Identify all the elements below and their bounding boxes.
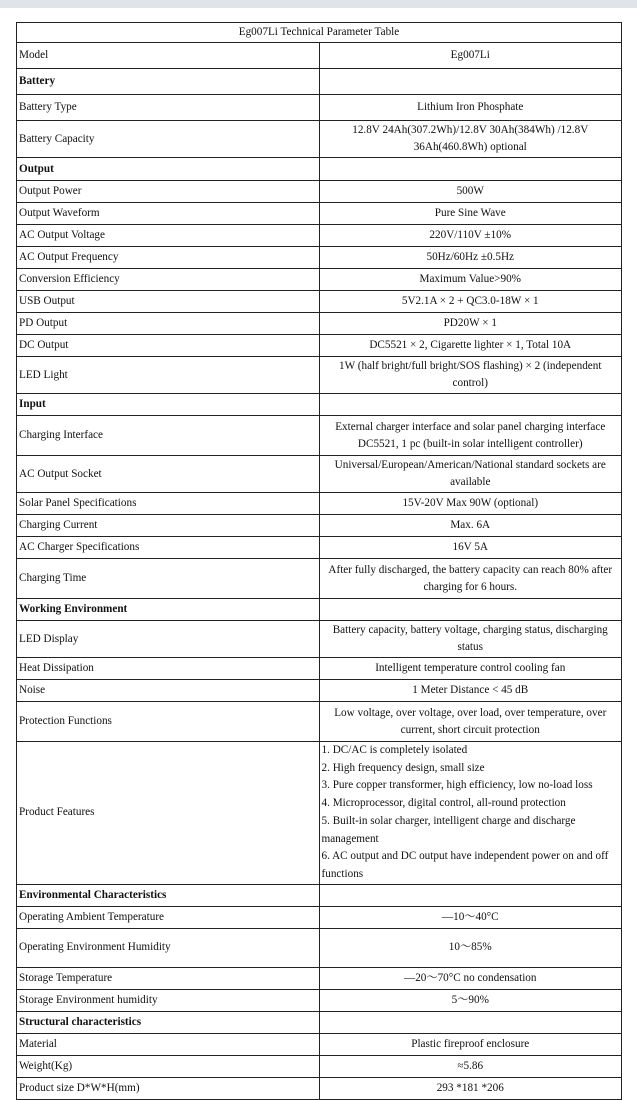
parameter-label: Output Power — [17, 181, 320, 203]
parameter-value: Low voltage, over voltage, over load, over temperature, over current, short circuit protection — [319, 702, 622, 742]
parameter-label: Product Features — [17, 742, 320, 885]
parameter-label: Charging Current — [17, 515, 320, 537]
parameter-label: DC Output — [17, 335, 320, 357]
table-row — [17, 1055, 622, 1077]
section-header-row — [17, 884, 622, 906]
table-row — [17, 928, 622, 967]
parameter-value: Plastic fireproof enclosure — [319, 1033, 622, 1055]
parameter-table — [16, 22, 622, 1100]
parameter-value: Max. 6A — [319, 515, 622, 537]
table-row — [17, 203, 622, 225]
parameter-label: Charging Time — [17, 559, 320, 599]
parameter-value: PD20W × 1 — [319, 313, 622, 335]
section-title: Input — [17, 394, 320, 416]
table-row — [17, 181, 622, 203]
parameter-label: Conversion Efficiency — [17, 269, 320, 291]
parameter-value: DC5521 × 2, Cigarette lighter × 1, Total 10A — [319, 335, 622, 357]
parameter-label: Model — [17, 43, 320, 69]
table-row — [17, 291, 622, 313]
section-header-row — [17, 1011, 622, 1033]
parameter-label: Operating Environment Humidity — [17, 928, 320, 967]
feature-item: 5. Built-in solar charger, intelligent charge and discharge management — [321, 814, 576, 845]
parameter-value: Maximum Value>90% — [319, 269, 622, 291]
parameter-label: Storage Environment humidity — [17, 989, 320, 1011]
feature-item: 4. Microprocessor, digital control, all-round protection — [321, 797, 566, 810]
table-row — [17, 989, 622, 1011]
parameter-label: Weight(Kg) — [17, 1055, 320, 1077]
feature-item: 2. High frequency design, small size — [321, 761, 485, 774]
table-row — [17, 456, 622, 493]
table-row — [17, 537, 622, 559]
table-row — [17, 357, 622, 394]
table-row — [17, 247, 622, 269]
parameter-sheet — [16, 22, 622, 1100]
parameter-value: ≈5.86 — [319, 1055, 622, 1077]
parameter-label: AC Output Voltage — [17, 225, 320, 247]
parameter-value: 1W (half bright/full bright/SOS flashing) × 2 (independent control) — [319, 357, 622, 394]
section-blank-cell — [319, 884, 622, 906]
parameter-label: Heat Dissipation — [17, 658, 320, 680]
parameter-value: Pure Sine Wave — [319, 203, 622, 225]
parameter-label: AC Charger Specifications — [17, 537, 320, 559]
table-row — [17, 269, 622, 291]
section-header-row — [17, 394, 622, 416]
table-row — [17, 621, 622, 658]
table-row — [17, 313, 622, 335]
table-row — [17, 95, 622, 121]
section-blank-cell — [319, 158, 622, 181]
section-header-row — [17, 599, 622, 621]
section-blank-cell — [319, 69, 622, 95]
parameter-value: 5V2.1A × 2 + QC3.0-18W × 1 — [319, 291, 622, 313]
table-row — [17, 906, 622, 928]
parameter-label: Solar Panel Specifications — [17, 493, 320, 515]
table-row — [17, 121, 622, 158]
parameter-value: 10～85% — [319, 928, 622, 967]
section-title: Output — [17, 158, 320, 181]
parameter-label: Output Waveform — [17, 203, 320, 225]
section-title: Structural characteristics — [17, 1011, 320, 1033]
parameter-value: Intelligent temperature control cooling fan — [319, 658, 622, 680]
table-row — [17, 225, 622, 247]
parameter-value: Universal/European/American/National standard sockets are available — [319, 456, 622, 493]
parameter-label: Material — [17, 1033, 320, 1055]
feature-item: 6. AC output and DC output have independent power on and off functions — [321, 850, 609, 880]
parameter-value: Battery capacity, battery voltage, charging status, discharging status — [319, 621, 622, 658]
parameter-label: LED Display — [17, 621, 320, 658]
parameter-value: 12.8V 24Ah(307.2Wh)/12.8V 30Ah(384Wh) /12.8V 36Ah(460.8Wh) optional — [319, 121, 622, 158]
table-title: Eg007Li Technical Parameter Table — [17, 23, 622, 43]
parameter-value: 5～90% — [319, 989, 622, 1011]
table-row — [17, 416, 622, 456]
section-blank-cell — [319, 1011, 622, 1033]
parameter-value: After fully discharged, the battery capacity can reach 80% after charging for 6 hours. — [319, 559, 622, 599]
parameter-label: LED Light — [17, 357, 320, 394]
table-row — [17, 559, 622, 599]
features-row — [17, 742, 622, 885]
table-row — [17, 493, 622, 515]
section-title: Working Environment — [17, 599, 320, 621]
parameter-value: 500W — [319, 181, 622, 203]
table-row — [17, 1077, 622, 1099]
parameter-value: Lithium Iron Phosphate — [319, 95, 622, 121]
parameter-value: —20～70°C no condensation — [319, 967, 622, 989]
table-row — [17, 515, 622, 537]
table-title-row — [17, 23, 622, 43]
parameter-label: AC Output Socket — [17, 456, 320, 493]
table-row — [17, 335, 622, 357]
feature-item: 3. Pure copper transformer, high efficiency, low no-load loss — [321, 779, 593, 792]
parameter-label: Operating Ambient Temperature — [17, 906, 320, 928]
parameter-value: 15V-20V Max 90W (optional) — [319, 493, 622, 515]
parameter-value: External charger interface and solar panel charging interface DC5521, 1 pc (built-in solar intelligent controller) — [319, 416, 622, 456]
parameter-label: Storage Temperature — [17, 967, 320, 989]
section-header-row — [17, 69, 622, 95]
parameter-label: Noise — [17, 680, 320, 702]
table-row — [17, 967, 622, 989]
table-row — [17, 1033, 622, 1055]
parameter-value: 16V 5A — [319, 537, 622, 559]
parameter-value: 1 Meter Distance < 45 dB — [319, 680, 622, 702]
parameter-value: 50Hz/60Hz ±0.5Hz — [319, 247, 622, 269]
parameter-label: PD Output — [17, 313, 320, 335]
table-row — [17, 43, 622, 69]
section-blank-cell — [319, 599, 622, 621]
parameter-label: Protection Functions — [17, 702, 320, 742]
parameter-value: 220V/110V ±10% — [319, 225, 622, 247]
parameter-label: Charging Interface — [17, 416, 320, 456]
parameter-label: AC Output Frequency — [17, 247, 320, 269]
top-border-strip — [0, 0, 637, 8]
parameter-label: Battery Type — [17, 95, 320, 121]
table-row — [17, 702, 622, 742]
features-list — [319, 742, 622, 885]
feature-item: 1. DC/AC is completely isolated — [321, 744, 468, 756]
parameter-value: Eg007Li — [319, 43, 622, 69]
parameter-label: Product size D*W*H(mm) — [17, 1077, 320, 1099]
section-header-row — [17, 158, 622, 181]
table-row — [17, 680, 622, 702]
parameter-label: USB Output — [17, 291, 320, 313]
parameter-value: —10～40°C — [319, 906, 622, 928]
section-blank-cell — [319, 394, 622, 416]
section-title: Environmental Characteristics — [17, 884, 320, 906]
parameter-value: 293 *181 *206 — [319, 1077, 622, 1099]
parameter-label: Battery Capacity — [17, 121, 320, 158]
table-row — [17, 658, 622, 680]
section-title: Battery — [17, 69, 320, 95]
